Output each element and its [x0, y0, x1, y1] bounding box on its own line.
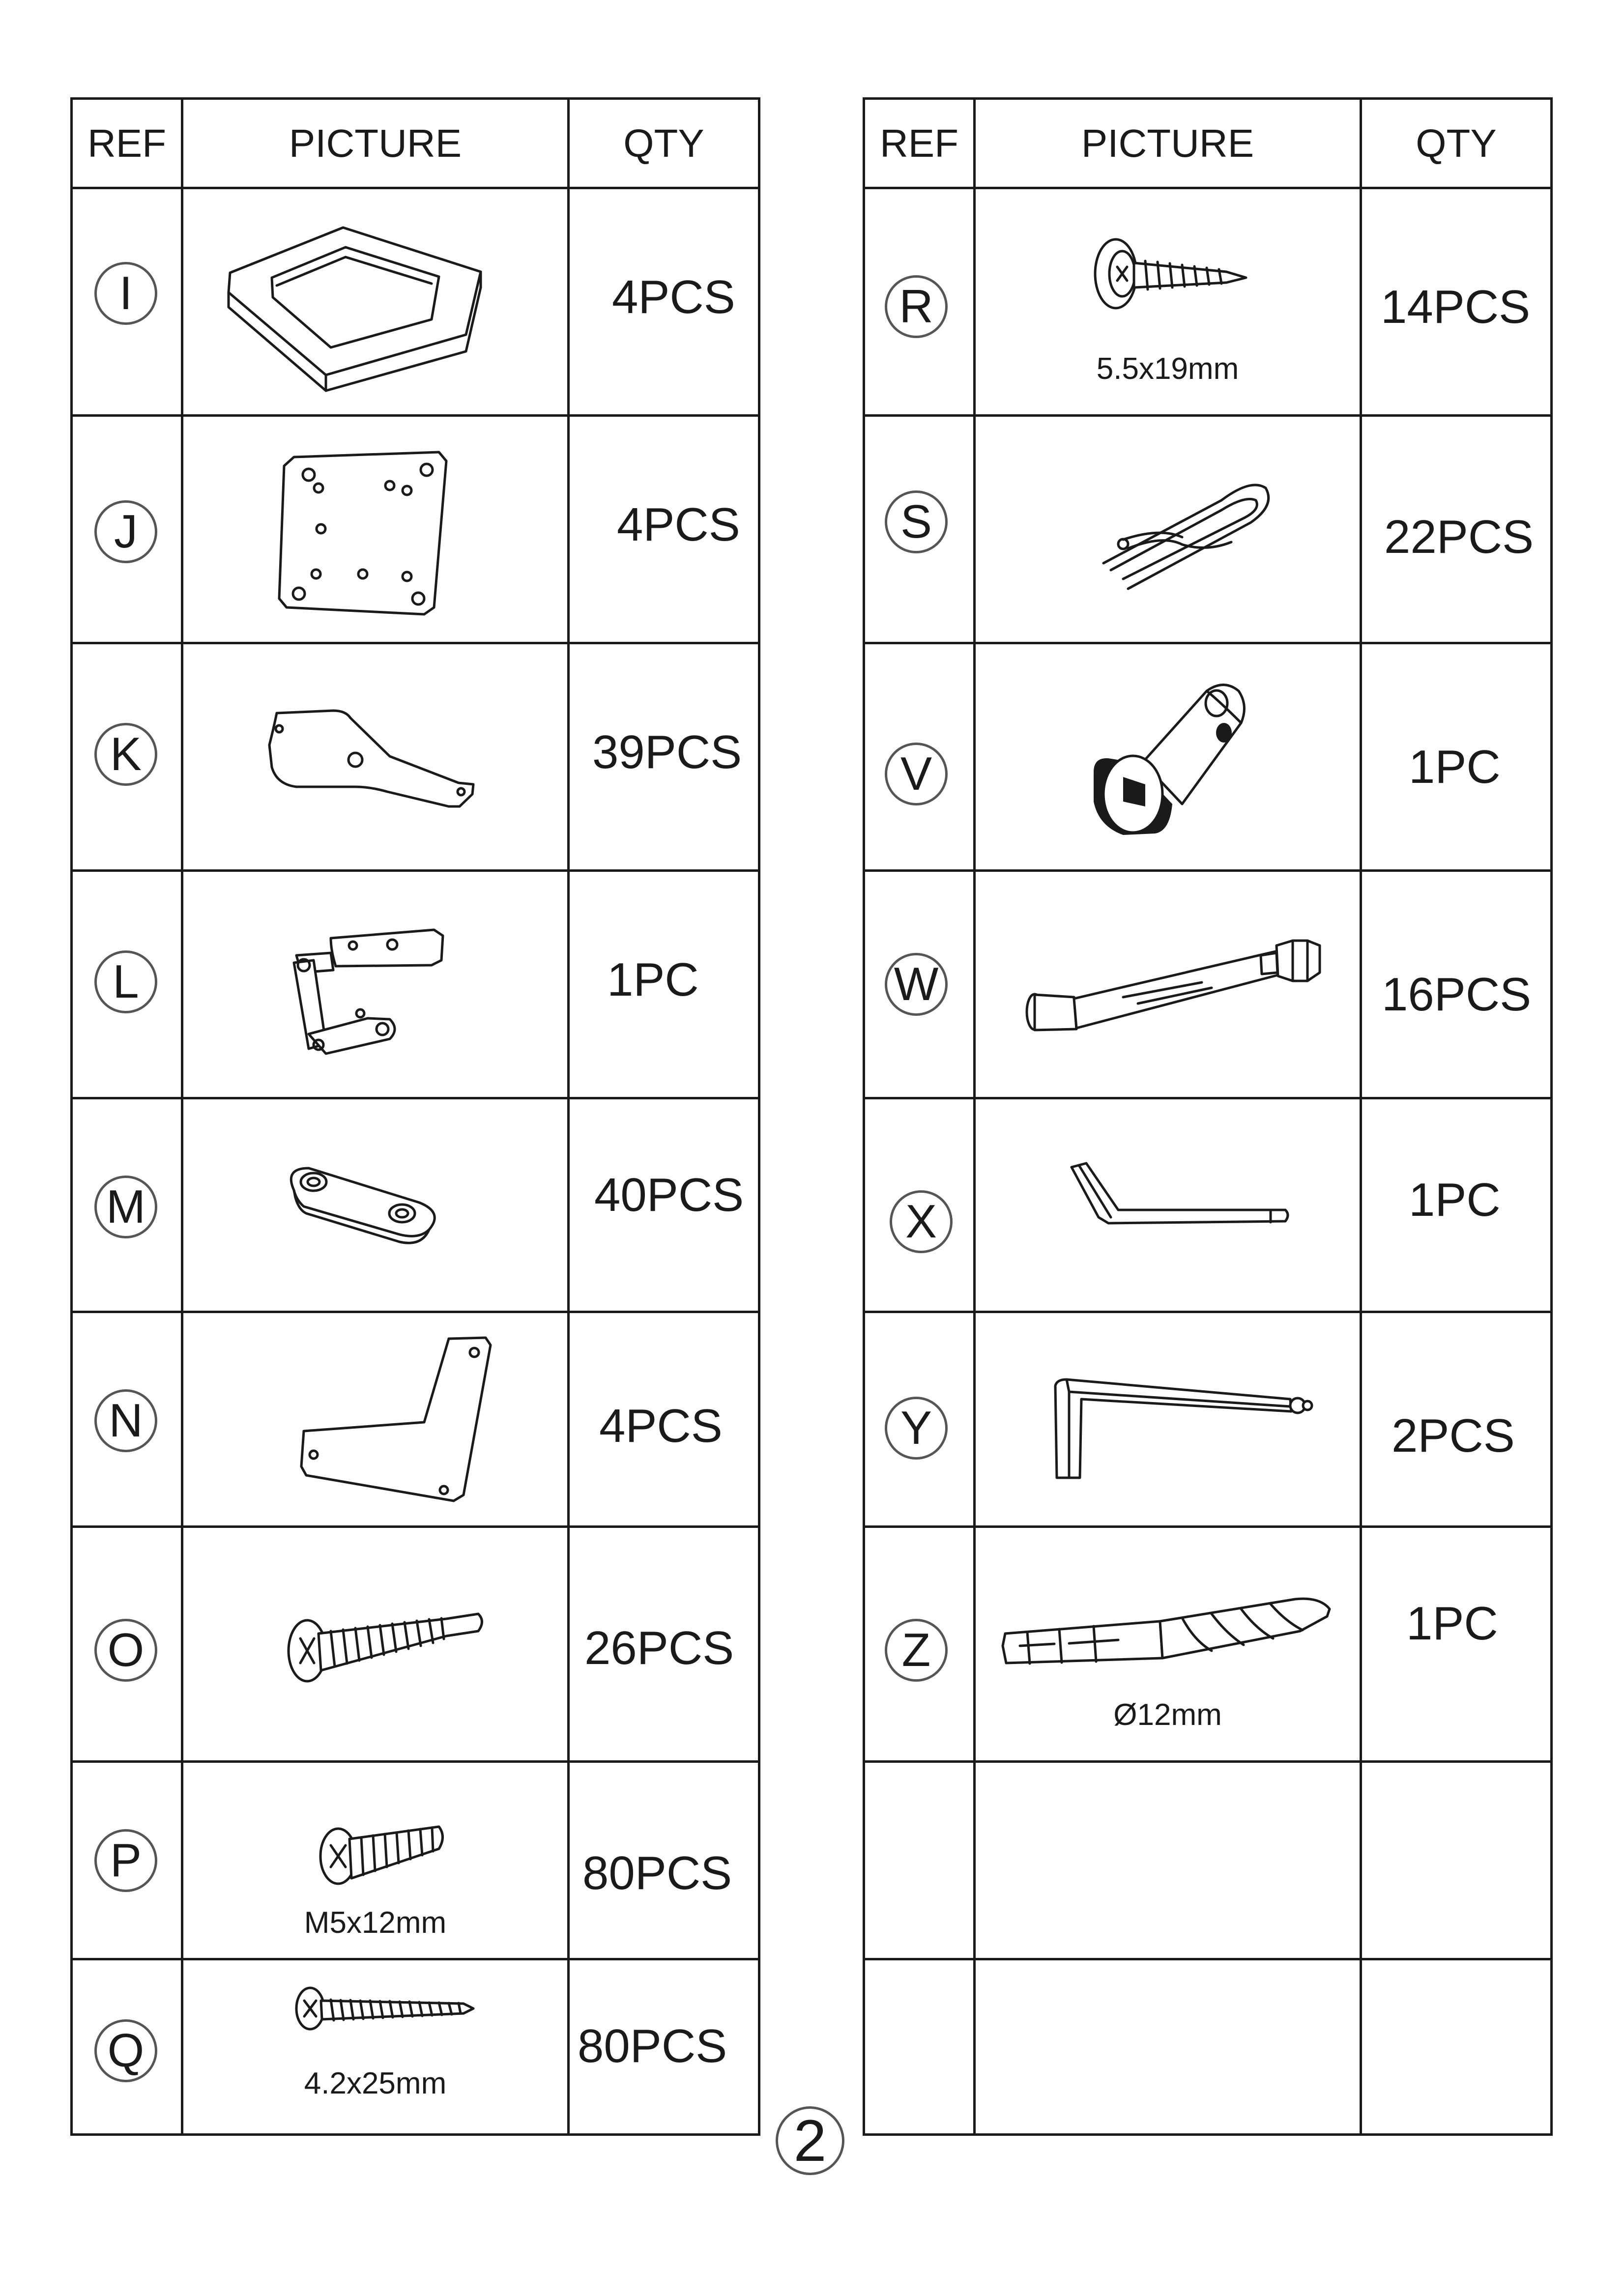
mounting-plate-icon — [183, 417, 570, 644]
ref-badge: Y — [885, 1397, 948, 1460]
qty-value: 1PC — [1409, 741, 1501, 793]
empty-row — [864, 1959, 1552, 2135]
ref-cell-empty — [864, 1959, 975, 2135]
ball-hex-key-icon — [976, 1313, 1362, 1528]
part-row-z — [864, 1527, 1552, 1762]
part-row-x — [864, 1098, 1552, 1312]
qty-value: 39PCS — [592, 726, 742, 778]
part-row-j — [72, 416, 759, 643]
r-clip-pin-icon — [976, 417, 1362, 644]
qty-value: 1PC — [1406, 1597, 1498, 1650]
qty-value: 4PCS — [617, 498, 740, 551]
qty-value: 16PCS — [1382, 968, 1532, 1021]
hinge-bracket-icon — [183, 872, 570, 1099]
part-row-l — [72, 871, 759, 1098]
square-cap-icon — [183, 189, 570, 417]
ref-badge: R — [885, 275, 948, 338]
part-row-o — [72, 1527, 759, 1762]
page-number-badge: 2 — [776, 2106, 844, 2175]
qty-value: 40PCS — [594, 1169, 744, 1221]
ref-header: REF — [864, 99, 975, 188]
qty-cell-empty — [1361, 1959, 1552, 2135]
part-row-q — [72, 1959, 759, 2135]
ref-badge: L — [94, 950, 157, 1013]
part-row-s — [864, 416, 1552, 643]
picture-cell-empty — [975, 1959, 1361, 2135]
wood-screw-icon — [183, 1960, 570, 2136]
expansion-bolt-icon — [976, 872, 1362, 1099]
qty-value: 4PCS — [599, 1400, 723, 1452]
qty-cell-empty — [1361, 1762, 1552, 1959]
parts-table-left — [70, 97, 760, 2136]
ref-badge: Q — [94, 2019, 157, 2082]
ref-badge: M — [94, 1176, 157, 1238]
qty-value: 14PCS — [1381, 281, 1531, 333]
header-row — [72, 99, 759, 188]
qty-value: 1PC — [1409, 1174, 1501, 1226]
socket-adapter-icon — [976, 644, 1362, 872]
ref-badge: V — [885, 743, 948, 805]
picture-header: PICTURE — [975, 99, 1361, 188]
parts-table-right — [863, 97, 1553, 2136]
size-label: M5x12mm — [304, 1906, 447, 1940]
qty-value: 80PCS — [582, 1847, 732, 1899]
part-row-v — [864, 643, 1552, 871]
qty-value: 1PC — [607, 953, 699, 1006]
qty-value: 2PCS — [1392, 1409, 1515, 1462]
size-label: 5.5x19mm — [1096, 352, 1239, 386]
qty-value: 4PCS — [612, 271, 735, 323]
qty-value: 22PCS — [1384, 511, 1534, 563]
hex-key-icon — [976, 1099, 1362, 1313]
ref-badge: J — [94, 500, 157, 563]
picture-cell-empty — [975, 1762, 1361, 1959]
ref-badge: P — [94, 1829, 157, 1892]
ref-badge: S — [885, 490, 948, 553]
self-drilling-screw-icon — [183, 1528, 570, 1763]
qty-header: QTY — [1361, 99, 1552, 188]
ref-badge: I — [94, 262, 157, 325]
part-row-i — [72, 188, 759, 416]
part-row-n — [72, 1312, 759, 1527]
connector-plate-icon — [183, 1099, 570, 1313]
ref-badge: N — [94, 1389, 157, 1452]
part-row-k — [72, 643, 759, 871]
ref-cell-empty — [864, 1762, 975, 1959]
part-row-y — [864, 1312, 1552, 1527]
ref-badge: W — [885, 953, 948, 1016]
flat-bracket-icon — [183, 644, 570, 872]
qty-value: 80PCS — [578, 2020, 727, 2072]
qty-value: 26PCS — [584, 1622, 734, 1674]
ref-badge: Z — [885, 1619, 948, 1682]
part-row-p — [72, 1762, 759, 1959]
l-bracket-icon — [183, 1313, 570, 1528]
ref-badge: K — [94, 723, 157, 786]
size-label: 4.2x25mm — [304, 2066, 447, 2100]
part-row-w — [864, 871, 1552, 1098]
part-row-m — [72, 1098, 759, 1312]
header-row — [864, 99, 1552, 188]
size-label: Ø12mm — [1113, 1698, 1222, 1732]
ref-badge: O — [94, 1619, 157, 1682]
qty-header: QTY — [569, 99, 759, 188]
ref-badge: X — [890, 1190, 953, 1253]
empty-row — [864, 1762, 1552, 1959]
part-row-r — [864, 188, 1552, 416]
picture-header: PICTURE — [182, 99, 569, 188]
ref-header: REF — [72, 99, 182, 188]
